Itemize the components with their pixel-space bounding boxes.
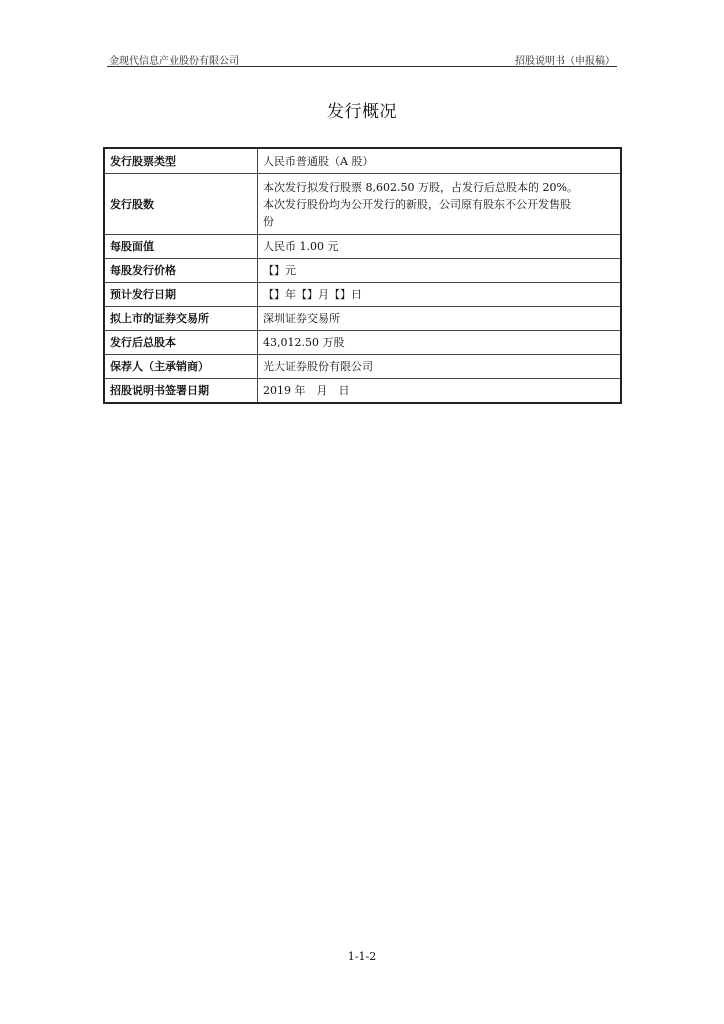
table-row: [104, 283, 621, 307]
header-divider: [107, 66, 617, 67]
row-label: 发行股数: [104, 174, 258, 235]
table-row: [104, 235, 621, 259]
row-value-line: 人民币 1.00 元: [263, 240, 339, 253]
row-value: [258, 331, 622, 355]
table-row: [104, 331, 621, 355]
row-value-line: 2019 年 月 日: [263, 384, 350, 397]
table-row: [104, 355, 621, 379]
row-label: 保荐人（主承销商）: [104, 355, 258, 379]
row-label: 预计发行日期: [104, 283, 258, 307]
row-label: 发行后总股本: [104, 331, 258, 355]
header-company-name: 金现代信息产业股份有限公司: [109, 56, 239, 67]
row-value-line: 份: [263, 214, 274, 228]
row-value: [258, 379, 622, 404]
issuance-overview-table: [103, 147, 622, 404]
table-row: [104, 259, 621, 283]
row-value: [258, 283, 622, 307]
row-value-line: 本次发行股份均为公开发行的新股，公司原有股东不公开发售股: [263, 197, 571, 211]
row-value: [258, 148, 622, 174]
row-label: 发行股票类型: [104, 148, 258, 174]
page-number: 1-1-2: [347, 950, 377, 963]
row-value: [258, 235, 622, 259]
row-value-line: 人民币普通股（A 股）: [263, 154, 374, 168]
row-label: 招股说明书签署日期: [104, 379, 258, 404]
row-value-line: 深圳证券交易所: [263, 312, 340, 325]
row-value-line: 本次发行拟发行股票 8,602.50 万股，占发行后总股本的 20%。: [263, 180, 578, 194]
page-header: [107, 50, 617, 66]
header-document-type: 招股说明书（申报稿）: [515, 56, 615, 67]
row-label: 每股面值: [104, 235, 258, 259]
table-row: [104, 148, 621, 174]
table-row: [104, 307, 621, 331]
row-value-line: 光大证券股份有限公司: [263, 360, 373, 373]
row-value: [258, 174, 622, 235]
row-value-line: 【】年【】月【】日: [263, 288, 362, 301]
row-value-line: 【】元: [263, 264, 296, 277]
row-value: [258, 307, 622, 331]
row-label: 每股发行价格: [104, 259, 258, 283]
page-title: 发行概况: [327, 102, 397, 122]
row-label: 拟上市的证券交易所: [104, 307, 258, 331]
table-row: [104, 379, 621, 404]
row-value-line: 43,012.50 万股: [263, 336, 345, 349]
row-value: [258, 259, 622, 283]
row-value: [258, 355, 622, 379]
table-row: [104, 174, 621, 235]
